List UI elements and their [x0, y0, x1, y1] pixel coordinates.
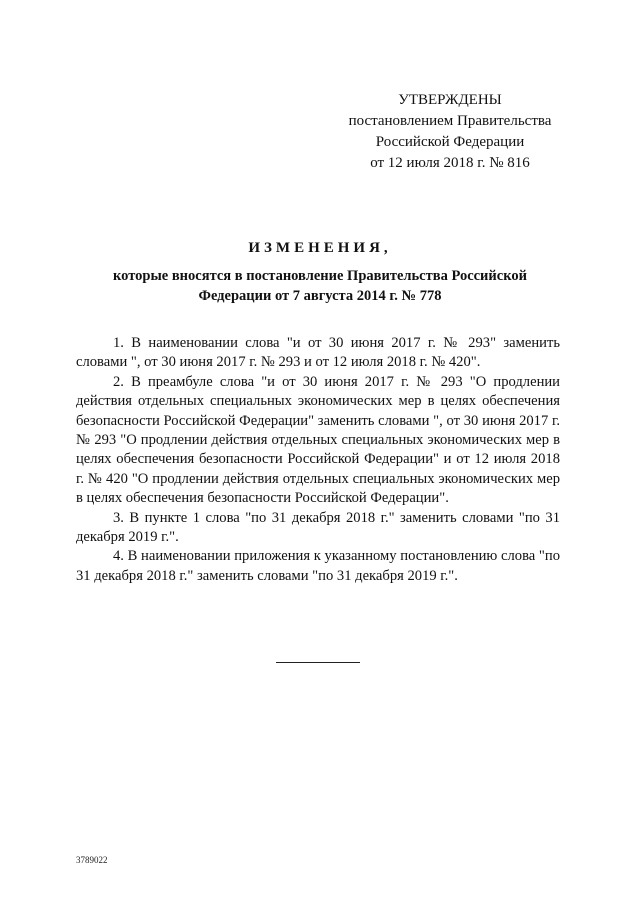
paragraph-3: 3. В пункте 1 слова "по 31 декабря 2018 г." заменить словами "по 31 декабря 2019 г.". — [76, 509, 560, 546]
document-number: 3789022 — [76, 855, 108, 865]
approved-by-line: постановлением Правительства — [348, 113, 552, 129]
closing-divider — [276, 662, 360, 663]
document-subtitle — [80, 266, 560, 306]
document-body — [76, 334, 560, 586]
approved-heading: УТВЕРЖДЕНЫ — [398, 92, 502, 108]
subtitle-line-2: Федерации от 7 августа 2014 г. № 778 — [198, 288, 442, 304]
subtitle-line-1: которые вносятся в постановление Правительства Российской — [113, 268, 527, 284]
approval-block — [300, 90, 600, 174]
approved-authority-line: Российской Федерации — [375, 134, 525, 150]
document-title: ИЗМЕНЕНИЯ, — [248, 240, 392, 256]
paragraph-1: 1. В наименовании слова "и от 30 июня 2017 г. № 293" заменить словами ", от 30 июня 2017 г. № 293 и от 12 июля 2018 г. № 420". — [76, 335, 560, 371]
paragraph-4: 4. В наименовании приложения к указанному постановлению слова "по 31 декабря 2018 г." заменить словами "по 31 декабря 2019 г.". — [76, 548, 560, 584]
approved-date-line: от 12 июля 2018 г. № 816 — [370, 155, 530, 171]
paragraph-2: 2. В преамбуле слова "и от 30 июня 2017 г. № 293 "О продлении действия отдельных специальных экономических мер в целях обеспечения безопасности Российской Федерации" заменить словами ", от 30 июня 2017 г. № 293 "О продлении действия отдельных специальных экономических мер в целях обеспечения безопасности Российской Федерации" и от 12 июля 2018 г. № 420 "О продлении действия отдельных специальных экономических мер в целях обеспечения безопасности Российской Федерации". — [76, 373, 560, 507]
